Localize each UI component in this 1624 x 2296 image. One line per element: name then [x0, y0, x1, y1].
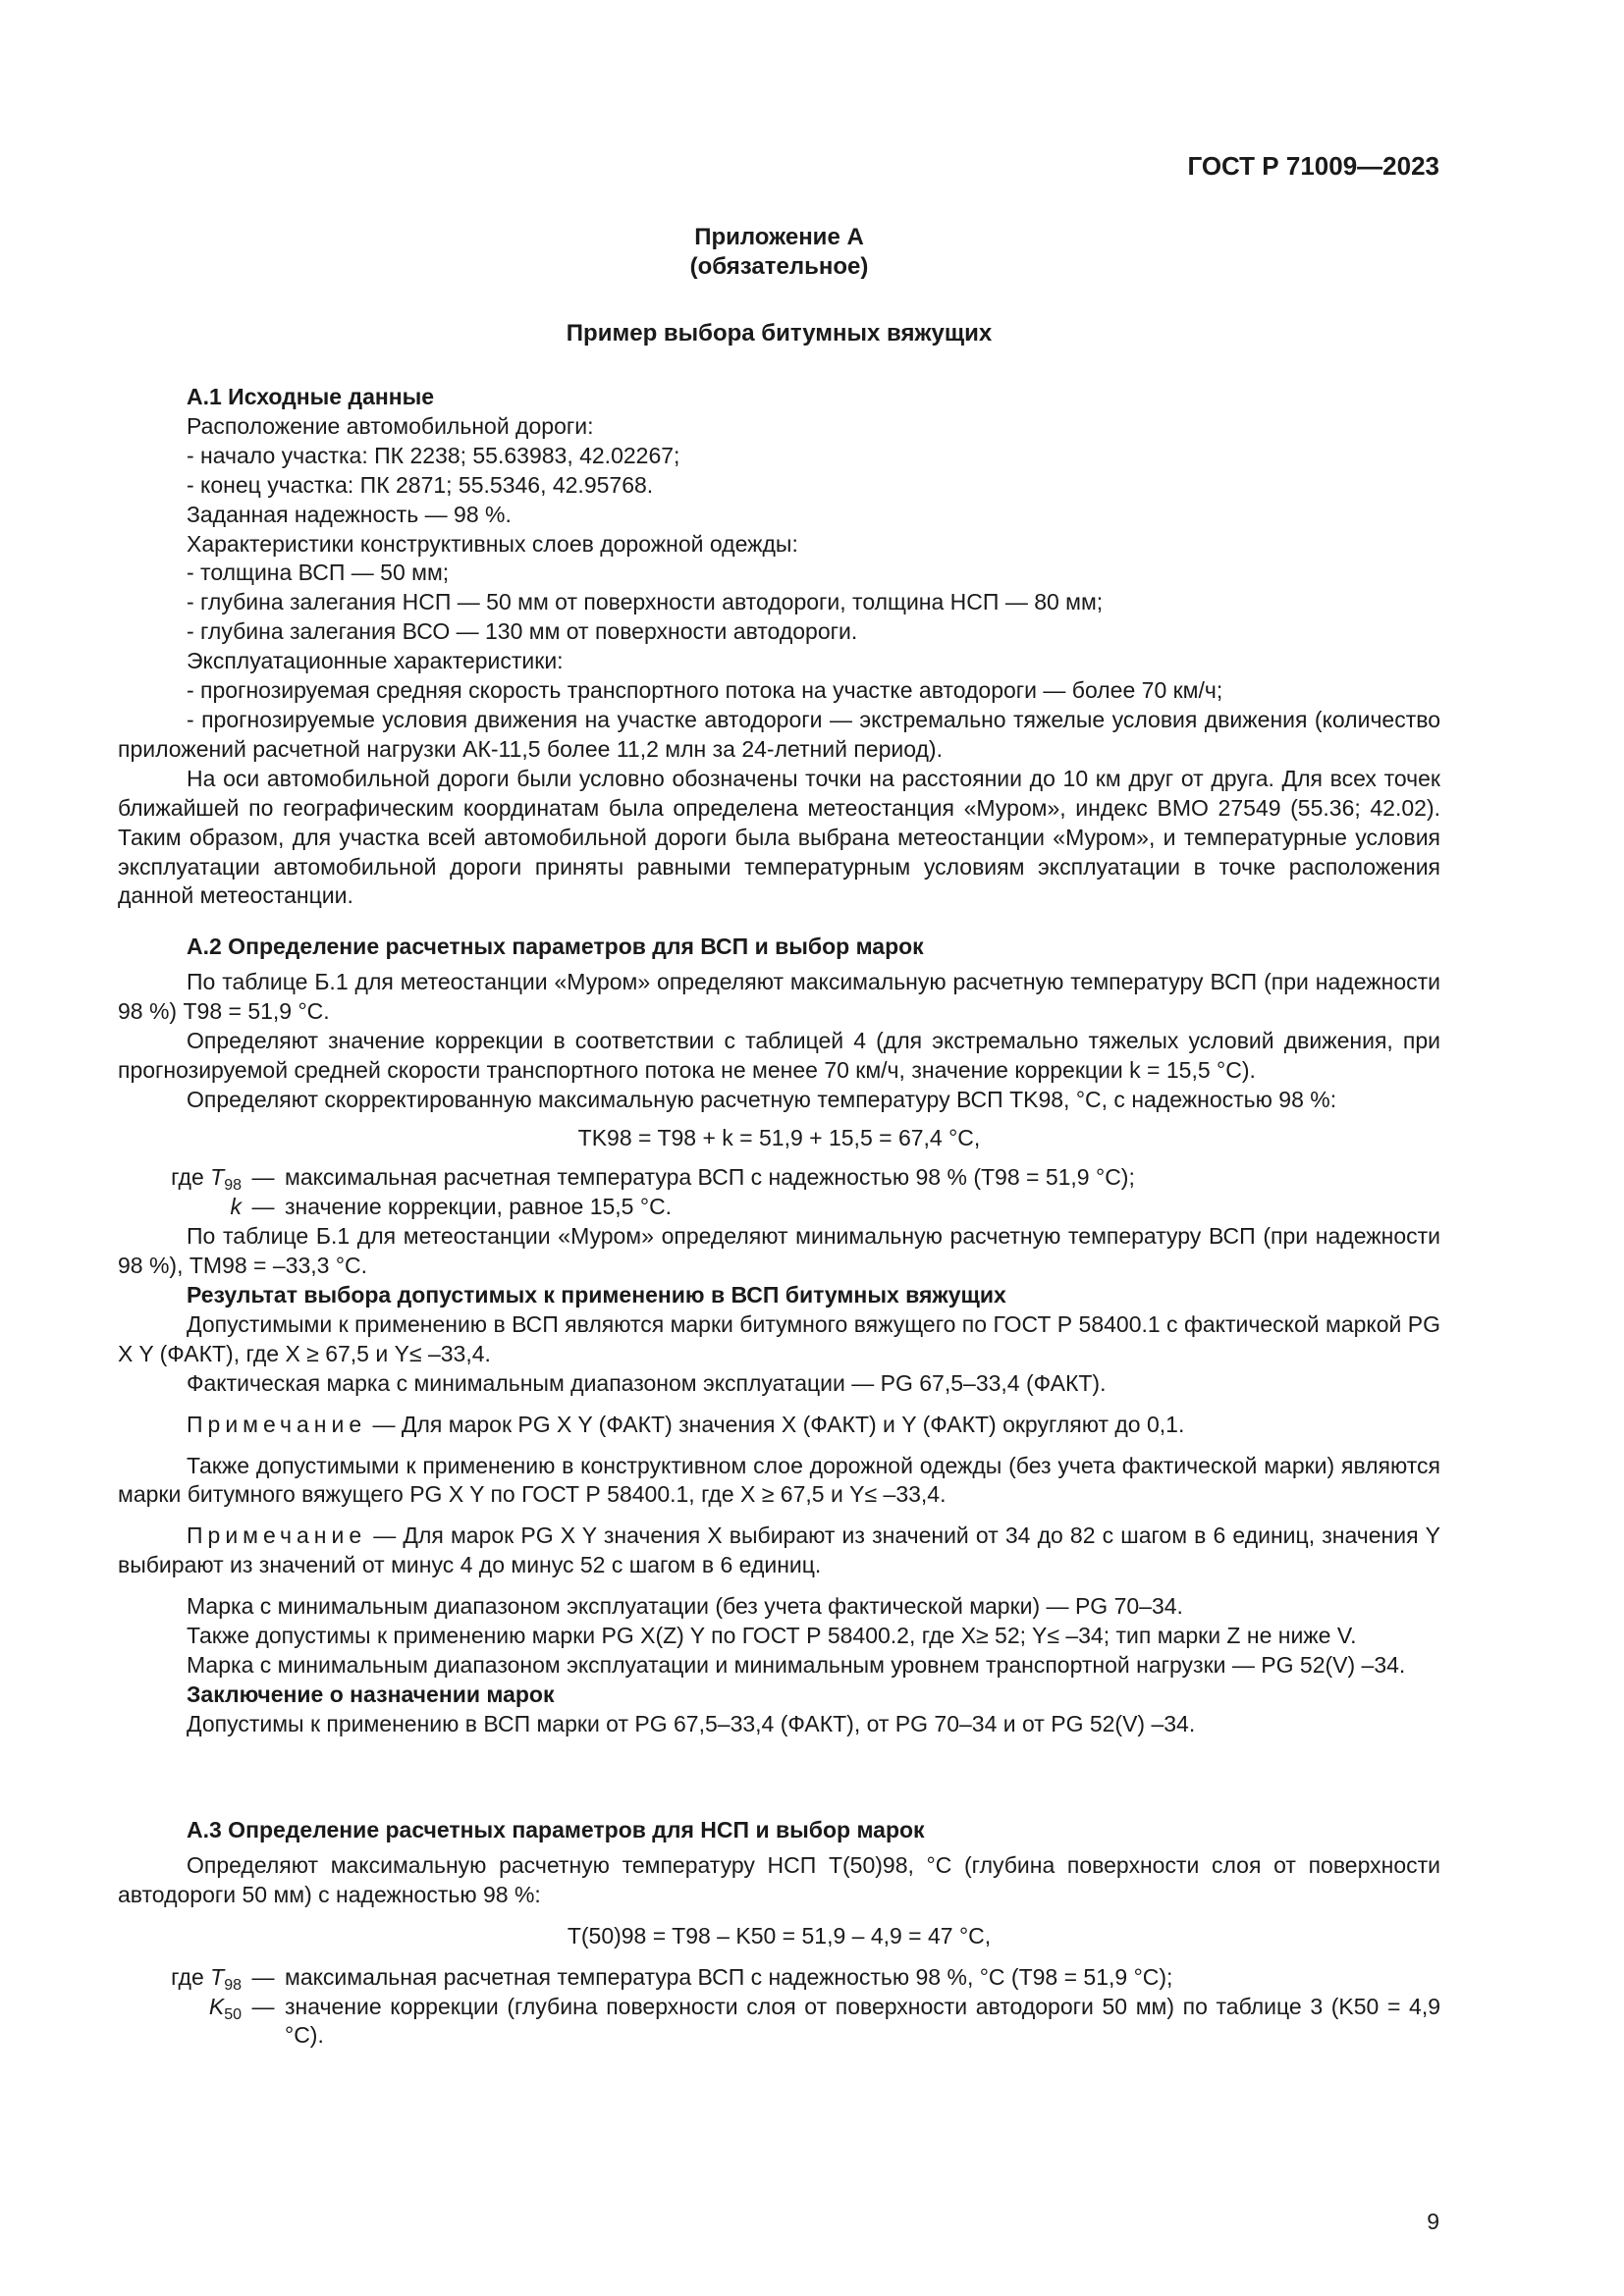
- a2-paragraph-11: Допустимы к применению в ВСП марки от PG 67,5–33,4 (ФАКТ), от PG 70–34 и от PG 52(V) –34.: [187, 1710, 1196, 1736]
- appendix-title: Пример выбора битумных вяжущих: [566, 320, 993, 347]
- a1-line: Характеристики конструктивных слоев дорожной одежды:: [187, 530, 798, 557]
- note-label: Примечание: [187, 1522, 367, 1549]
- a1-station-paragraph: На оси автомобильной дороги были условно обозначены точки на расстоянии до 10 км друг от друга. Для всех точек ближайшей по географическим координатам была определена метеостанция «Муром», индекс ВМО 27549 (55.36; 42.02). Таким образом, для участка всей автомобильной дороги была выбрана метеостанции «Муром», и температурные условия эксплуатации автомобильной дороги приняты равными температурным условиям эксплуатации в точке расположения данной метеостанции.: [118, 765, 1440, 909]
- section-a3-heading: А.3 Определение расчетных параметров для НСП и выбор марок: [187, 1817, 925, 1842]
- a1-line: - конец участка: ПК 2871; 55.5346, 42.95768.: [187, 471, 654, 498]
- a1-line: Заданная надежность — 98 %.: [187, 501, 512, 527]
- where-label: где: [171, 1164, 204, 1191]
- page-number: 9: [1427, 2209, 1439, 2234]
- a3-where-2: значение коррекции (глубина поверхности слоя от поверхности автодороги 50 мм) по таблице 3 (K50 = 4,9 °С).: [285, 1993, 1440, 2049]
- section-a1-heading: А.1 Исходные данные: [187, 384, 435, 409]
- a2-paragraph-1: По таблице Б.1 для метеостанции «Муром» определяют максимальную расчетную температуру ВСП (при надежности 98 %) T98 = 51,9 °С.: [118, 968, 1440, 1024]
- where-dash: —: [251, 1993, 275, 2019]
- a2-note-2: Примечание — Для марок PG X Y значения X выбирают из значений от 34 до 82 с шагом в 6 единиц, значения Y выбирают из значений от минус 4 до минус 52 с шагом в 6 единиц.: [118, 1522, 1440, 1578]
- a2-note-1: Примечание — Для марок PG X Y (ФАКТ) значения X (ФАКТ) и Y (ФАКТ) округляют до 0,1.: [187, 1411, 1185, 1437]
- a1-line: - толщина ВСП — 50 мм;: [187, 560, 450, 586]
- a3-where-list: где $T_{98}$ — максимальная расчетная температура ВСП с надежностью 98 %, °С (T98 = 51,9 °С); $K_{50}$ — значение коррекции (глубина поверхности слоя от поверхности автодороги 50 мм) по таблице 3 (K50 = 4,9 °С).: [118, 1963, 1440, 2052]
- a2-formula: TK98 = T98 + k = 51,9 + 15,5 = 67,4 °С,: [577, 1125, 981, 1151]
- a2-paragraph-8: Марка с минимальным диапазоном эксплуатации (без учета фактической марки) — PG 70–34.: [187, 1593, 1183, 1620]
- a2-paragraph-7: Также допустимыми к применению в конструктивном слое дорожной одежды (без учета фактической марки) являются марки битумного вяжущего PG X Y по ГОСТ Р 58400.1, где X ≥ 67,5 и Y≤ –33,4.: [118, 1452, 1440, 1508]
- a2-paragraph-9: Также допустимы к применению марки PG X(Z) Y по ГОСТ Р 58400.2, где X≥ 52; Y≤ –34; тип марки Z не ниже V.: [187, 1623, 1357, 1649]
- where-dash: —: [251, 1164, 275, 1191]
- a1-line: Эксплуатационные характеристики:: [187, 648, 564, 674]
- a1-line: Расположение автомобильной дороги:: [187, 412, 594, 439]
- a2-where-1: максимальная расчетная температура ВСП с надежностью 98 % (T98 = 51,9 °С);: [285, 1164, 1135, 1191]
- a2-paragraph-6: Фактическая марка с минимальным диапазоном эксплуатации — PG 67,5–33,4 (ФАКТ).: [187, 1369, 1107, 1396]
- where-dash: —: [251, 1963, 275, 1990]
- a2-paragraph-2: Определяют значение коррекции в соответствии с таблицей 4 (для экстремально тяжелых условий движения, при прогнозируемой средней скорости транспортного потока не менее 70 км/ч, значение коррекции k = 15,5 °С).: [118, 1027, 1440, 1083]
- a3-paragraph-1: Определяют максимальную расчетную температуру НСП T(50)98, °С (глубина поверхности слоя от поверхности автодороги 50 мм) с надежностью 98 %:: [118, 1851, 1440, 1907]
- note-label: Примечание: [187, 1411, 367, 1437]
- section-a1: [118, 383, 1440, 911]
- a1-line: - глубина залегания ВСО — 130 мм от поверхности автодороги.: [187, 618, 858, 645]
- section-a2-heading: А.2 Определение расчетных параметров для ВСП и выбор марок: [187, 934, 924, 959]
- a2-paragraph-4: По таблице Б.1 для метеостанции «Муром» определяют минимальную расчетную температуру ВСП (при надежности 98 %), TM98 = –33,3 °С.: [118, 1223, 1440, 1279]
- a2-conclusion-heading: Заключение о назначении марок: [187, 1681, 555, 1707]
- a2-where-list: где $T_{98}$ — максимальная расчетная температура ВСП с надежностью 98 % (T98 = 51,9 °С); k — значение коррекции, равное 15,5 °С.: [118, 1163, 1440, 1222]
- a1-line: - глубина залегания НСП — 50 мм от поверхности автодороги, толщина НСП — 80 мм;: [187, 589, 1104, 615]
- section-a3: [118, 1816, 1440, 2051]
- a2-paragraph-3: Определяют скорректированную максимальную расчетную температуру ВСП TK98, °С, с надежностью 98 %:: [187, 1086, 1337, 1112]
- a2-paragraph-10: Марка с минимальным диапазоном эксплуатации и минимальным уровнем транспортной нагрузки — PG 52(V) –34.: [187, 1651, 1406, 1678]
- where-label: где: [171, 1963, 204, 1990]
- appendix-status: (обязательное): [689, 253, 869, 280]
- a2-result-heading: Результат выбора допустимых к применению в ВСП битумных вяжущих: [187, 1281, 1006, 1308]
- a1-traffic-paragraph: - прогнозируемые условия движения на участке автодороги — экстремально тяжелые условия движения (количество приложений расчетной нагрузки АК-11,5 более 11,2 млн за 24-летний период).: [118, 706, 1440, 762]
- a3-where-1: максимальная расчетная температура ВСП с надежностью 98 %, °С (T98 = 51,9 °С);: [285, 1963, 1173, 1990]
- a2-paragraph-5: Допустимыми к применению в ВСП являются марки битумного вяжущего по ГОСТ Р 58400.1 с фактической маркой PG X Y (ФАКТ), где X ≥ 67,5 и Y≤ –33,4.: [118, 1310, 1440, 1366]
- document-code: ГОСТ Р 71009—2023: [1187, 151, 1439, 181]
- a1-line: - начало участка: ПК 2238; 55.63983, 42.02267;: [187, 442, 680, 468]
- where-dash: —: [251, 1194, 275, 1220]
- section-a2: [118, 933, 1440, 1739]
- a1-line: - прогнозируемая средняя скорость транспортного потока на участке автодороги — более 70 км/ч;: [187, 677, 1223, 704]
- appendix-label: Приложение А: [694, 224, 864, 250]
- a3-formula: T(50)98 = T98 – K50 = 51,9 – 4,9 = 47 °С,: [567, 1922, 992, 1949]
- a2-where-2: значение коррекции, равное 15,5 °С.: [285, 1194, 673, 1220]
